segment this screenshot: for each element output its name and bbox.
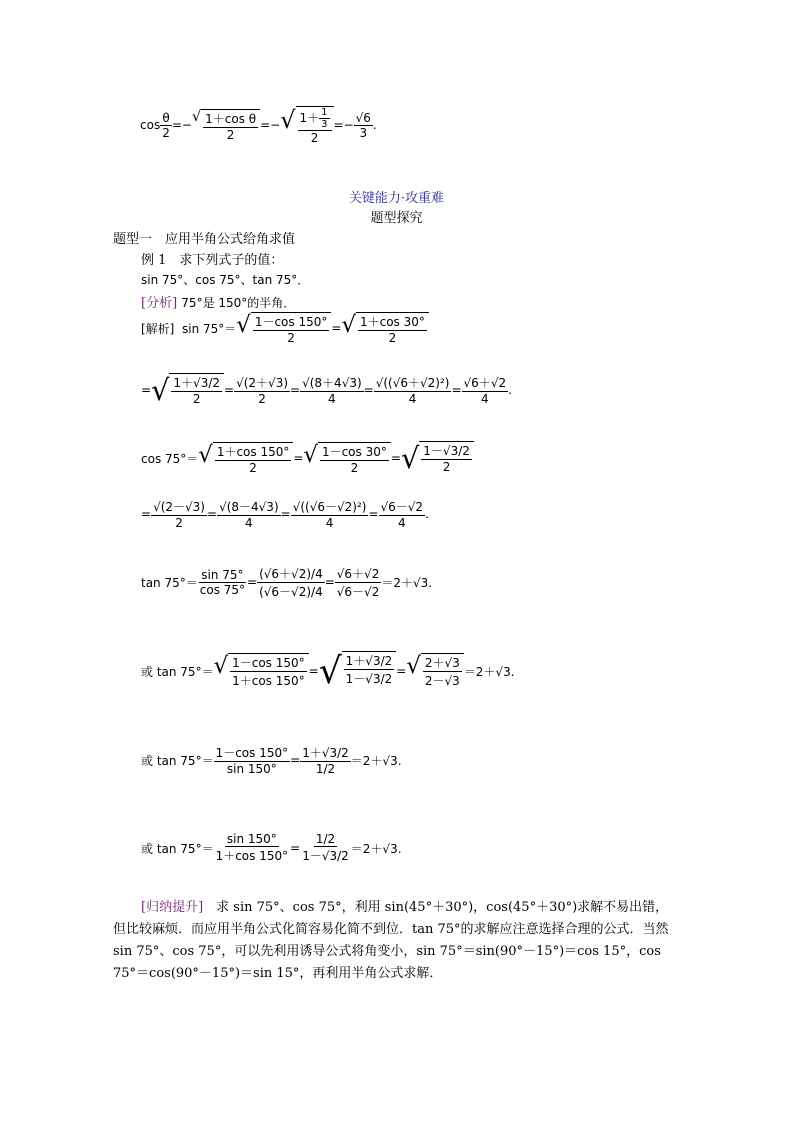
summary-paragraph xyxy=(113,897,678,985)
summary-tag: [归纳提升] xyxy=(141,900,204,915)
section-title: 关键能力·攻重难 xyxy=(348,191,445,206)
analysis-tag: [分析] xyxy=(141,296,178,311)
tan-alt-2: 或 tan 75°＝ $\frac{1-\cos 150^\circ}{\sin 150^\circ}$ = $\frac{1+√3/2}{1/2}$ ＝2＋√3. xyxy=(141,746,402,776)
radical: √ $\frac{\text{1＋cos θ}}{2}$ xyxy=(192,109,260,142)
tan-alt-1: 或 tan 75°＝ √ $\frac{1-\cos 150^\circ}{1+\cos 150^\circ}$ = √ $\frac{1+√3/2}{1-√3/2}$ = √ $\frac{2+√3}{2-√3}$ ＝2＋√3. xyxy=(141,650,515,692)
analysis: [分析] 75°是 150°的半角． xyxy=(141,296,296,311)
cos-line-1: cos 75°＝ √ $\frac{1+\cos 150^\circ}{2}$ = √ $\frac{1-\cos 30^\circ}{2}$ = √ $\frac{1-√3/2}{2}$ xyxy=(141,428,474,488)
example-label: 例 1 求下列式子的值： xyxy=(141,253,284,268)
tan-alt-3: 或 tan 75°＝ $\frac{\sin 150^\circ}{1+\cos 150^\circ}$ = $\frac{1/2}{1-√3/2}$ ＝2＋√3. xyxy=(141,832,402,863)
tan-line: tan 75°＝ $\frac{\sin 75^\circ}{\cos 75^\circ}$ = $\frac{(√6+√2)/4}{(√6-√2)/4}$ = $\frac{√6+√2}{√6-√2}$ ＝2＋√3. xyxy=(141,566,433,599)
top-formula: cos $\frac{\theta}{2}$ =− √ $\frac{\text{1＋cos θ}}{2}$ =− √ 1＋ $\frac{1}{3}$ 2 =− $\frac{√6}{3}$ . xyxy=(140,105,377,145)
sin-line-2: = √ $\frac{1+√3/2}{2}$ = $\frac{√(2+√3)}{2}$ = $\frac{√(8+4√3)}{4}$ = $\frac{\text{√((√6＋√2)²)}}{4}$ = $\frac{√6+√2}{4}$ . xyxy=(141,373,512,407)
cos-label: cos xyxy=(140,118,161,132)
summary-text: 求 sin 75°、cos 75°，利用 sin(45°＋30°)，cos(45°＋30°)求解不易出错，但比较麻烦．而应用半角公式化简容易化简不到位．tan 75°的求解应注意选择合理的公式．当然 sin 75°、cos 75°，可以先利用诱导公式将角变小，sin 75°＝sin(90°－15°)＝cos 15°，cos 75°＝cos(90°－15°)＝sin 15°，再利用半角公式求解． xyxy=(113,900,669,981)
result: $\frac{√6}{3}$ xyxy=(355,110,371,140)
radical: √ 1＋ $\frac{1}{3}$ 2 xyxy=(280,106,333,145)
cos-line-2: = $\frac{√(2-√3)}{2}$ = $\frac{√(8-4√3)}{4}$ = $\frac{\text{√((√6－√2)²)}}{4}$ = $\frac{√6-√2}{4}$ . xyxy=(141,500,429,530)
section-subtitle: 题型探究 xyxy=(370,211,423,226)
topic-label: 题型一 应用半角公式给角求值 xyxy=(113,232,296,247)
sin-line-1: [解析] sin 75°＝ √ $\frac{1-\cos 150^\circ}{2}$ = √ $\frac{1+\cos 30^\circ}{2}$ xyxy=(141,306,429,350)
example-items: sin 75°、cos 75°、tan 75°． xyxy=(141,273,310,287)
theta-half: $\frac{\theta}{2}$ xyxy=(162,110,170,140)
